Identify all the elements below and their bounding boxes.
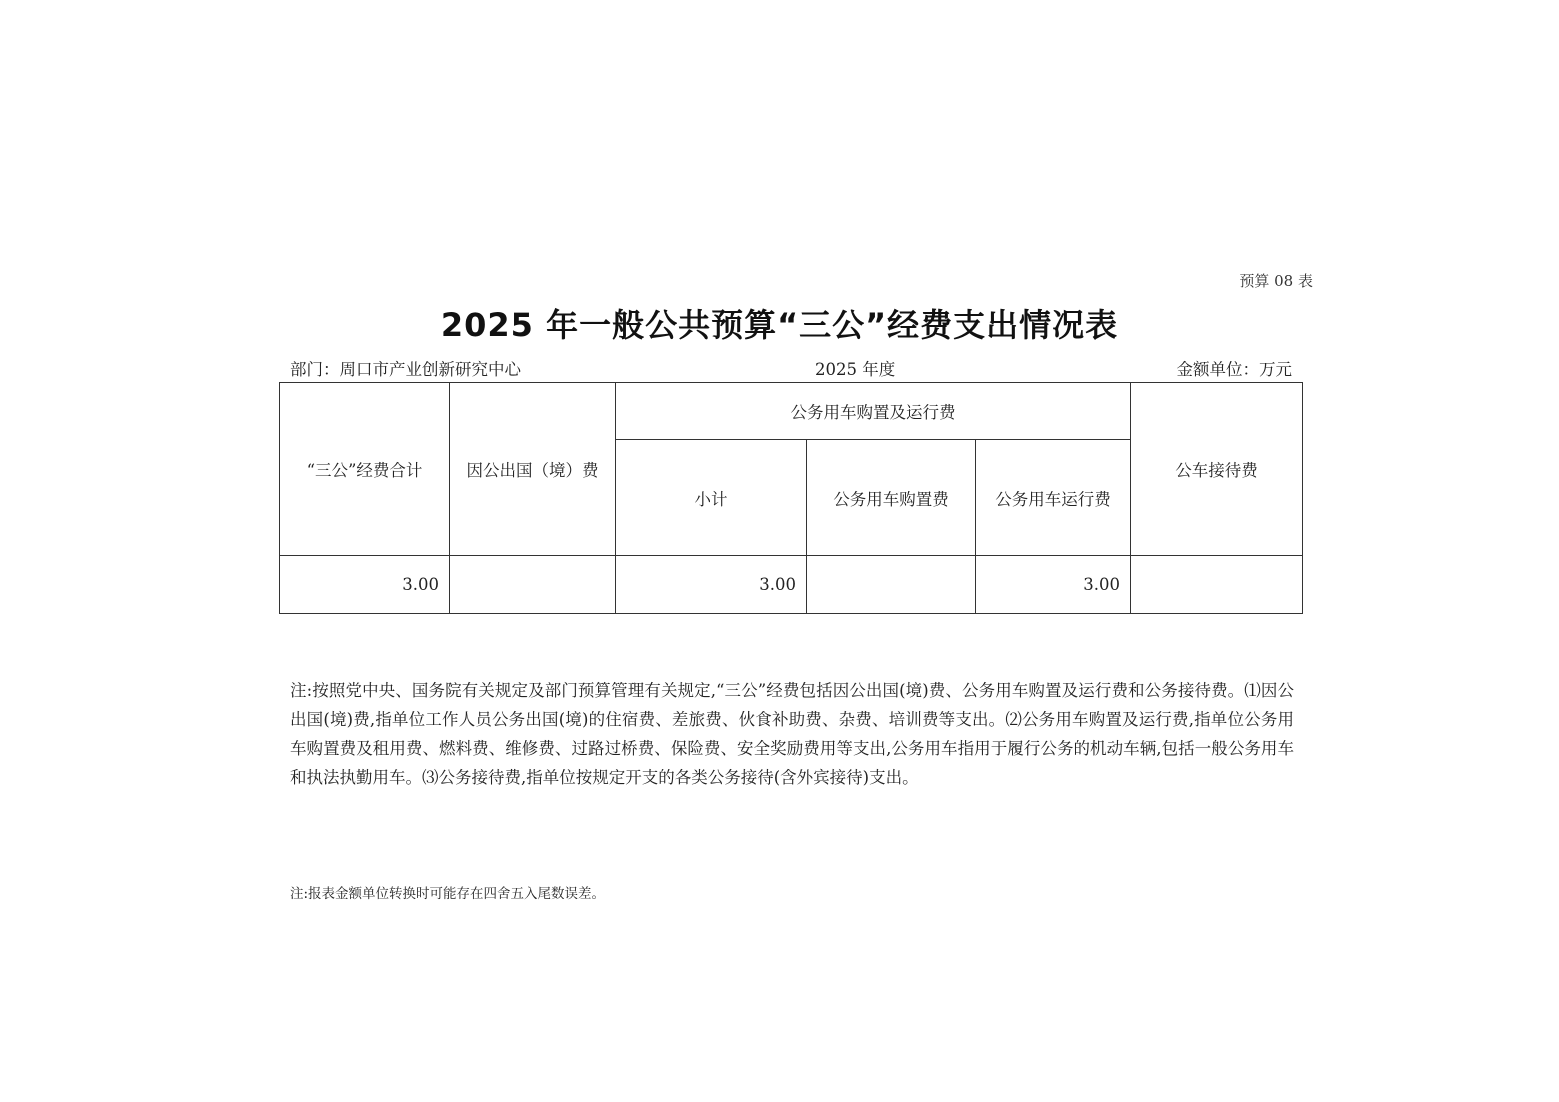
page-title: 2025 年一般公共预算“三公”经费支出情况表 [440,306,1119,344]
header-vehicle-group: 公务用车购置及运行费 [616,383,1131,440]
header-vehicle-purchase: 公务用车购置费 [807,440,976,556]
header-total: “三公”经费合计 [280,383,450,556]
amount-unit: 金额单位：万元 [1176,360,1292,379]
cell-vehicle-subtotal: 3.00 [616,556,807,614]
header-vehicle-operation: 公务用车运行费 [976,440,1131,556]
header-vehicle-subtotal: 小计 [616,440,807,556]
meta-row [290,356,1292,378]
rounding-footnote: 注:报表金额单位转换时可能存在四舍五入尾数误差。 [290,886,606,902]
cell-total: 3.00 [280,556,450,614]
budget-table [279,382,1303,614]
header-overseas: 因公出国（境）费 [450,383,616,556]
header-row-group [280,383,1303,440]
fiscal-year: 2025 年度 [815,360,896,379]
header-reception: 公车接待费 [1131,383,1303,556]
department-label: 部门：周口市产业创新研究中心 [290,360,521,379]
cell-vehicle-purchase [807,556,976,614]
explanatory-note: 注:按照党中央、国务院有关规定及部门预算管理有关规定,“三公”经费包括因公出国(境)费、公务用车购置及运行费和公务接待费。⑴因公出国(境)费,指单位工作人员公务出国(境)的住宿费、差旅费、伙食补助费、杂费、培训费等支出。⑵公务用车购置及运行费,指单位公务用车购置费及租用费、燃料费、维修费、过路过桥费、保险费、安全奖励费用等支出,公务用车指用于履行公务的机动车辆,包括一般公务用车和执法执勤用车。⑶公务接待费,指单位按规定开支的各类公务接待(含外宾接待)支出。 [290,681,1294,787]
cell-vehicle-operation: 3.00 [976,556,1131,614]
table-row [280,556,1303,614]
cell-reception [1131,556,1303,614]
cell-overseas [450,556,616,614]
table-number: 预算 08 表 [1239,272,1313,290]
